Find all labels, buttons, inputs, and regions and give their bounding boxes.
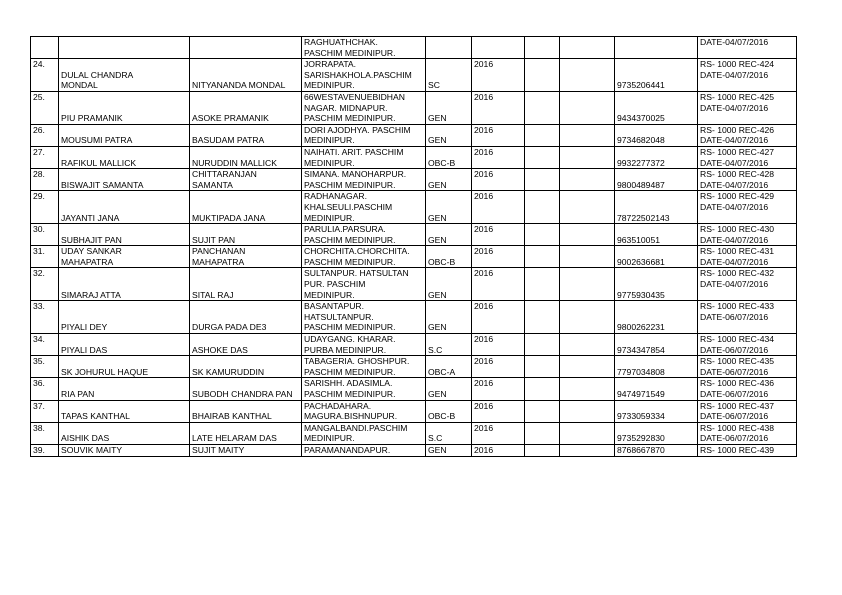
blank-cell	[560, 422, 615, 444]
table-row	[31, 124, 797, 146]
blank-cell	[525, 91, 560, 124]
serial-number-cell: 28.	[31, 169, 59, 191]
phone-number-cell: 9734347854	[615, 334, 698, 356]
year-cell: 2016	[472, 91, 525, 124]
year-cell: 2016	[472, 224, 525, 246]
guardian-name-cell: CHITTARANJAN SAMANTA	[190, 169, 302, 191]
phone-number-cell: 9733059334	[615, 400, 698, 422]
blank-cell	[525, 400, 560, 422]
receipt-cell: RS- 1000 REC-431 DATE-04/07/2016	[698, 246, 797, 268]
serial-number-cell: 26.	[31, 124, 59, 146]
guardian-name-cell: NURUDDIN MALLICK	[190, 146, 302, 168]
phone-number-cell: 9434370025	[615, 91, 698, 124]
records-table-body	[31, 37, 797, 457]
year-cell: 2016	[472, 356, 525, 378]
table-row	[31, 400, 797, 422]
table-row	[31, 37, 797, 59]
guardian-name-cell: SUBODH CHANDRA PAN	[190, 378, 302, 400]
candidate-name-cell: SK JOHURUL HAQUE	[59, 356, 190, 378]
candidate-name-cell: MOUSUMI PATRA	[59, 124, 190, 146]
blank-cell	[525, 301, 560, 334]
serial-number-cell: 33.	[31, 301, 59, 334]
receipt-cell: RS- 1000 REC-432 DATE-04/07/2016	[698, 268, 797, 301]
address-cell: PARAMANANDAPUR.	[302, 444, 426, 456]
blank-cell	[525, 224, 560, 246]
guardian-name-cell: ASOKE PRAMANIK	[190, 91, 302, 124]
blank-cell	[525, 378, 560, 400]
table-row	[31, 444, 797, 456]
blank-cell	[525, 268, 560, 301]
candidate-name-cell: SIMARAJ ATTA	[59, 268, 190, 301]
table-row	[31, 224, 797, 246]
address-cell: SARISHH. ADASIMLA. PASCHIM MEDINIPUR.	[302, 378, 426, 400]
address-cell: PACHADAHARA. MAGURA.BISHNUPUR.	[302, 400, 426, 422]
guardian-name-cell: SUJIT PAN	[190, 224, 302, 246]
category-cell: OBC-A	[426, 356, 472, 378]
serial-number-cell	[31, 37, 59, 59]
serial-number-cell: 24.	[31, 59, 59, 92]
serial-number-cell: 25.	[31, 91, 59, 124]
phone-number-cell: 9775930435	[615, 268, 698, 301]
candidate-name-cell: JAYANTI JANA	[59, 191, 190, 224]
category-cell: S.C	[426, 334, 472, 356]
serial-number-cell: 34.	[31, 334, 59, 356]
blank-cell	[560, 59, 615, 92]
year-cell: 2016	[472, 169, 525, 191]
category-cell: GEN	[426, 301, 472, 334]
blank-cell	[560, 246, 615, 268]
receipt-cell: RS- 1000 REC-428 DATE-04/07/2016	[698, 169, 797, 191]
phone-number-cell: 78722502143	[615, 191, 698, 224]
address-cell: RAGHUATHCHAK. PASCHIM MEDINIPUR.	[302, 37, 426, 59]
category-cell: GEN	[426, 91, 472, 124]
category-cell: GEN	[426, 191, 472, 224]
address-cell: PARULIA.PARSURA. PASCHIM MEDINIPUR.	[302, 224, 426, 246]
candidate-name-cell: PIU PRAMANIK	[59, 91, 190, 124]
category-cell: GEN	[426, 169, 472, 191]
phone-number-cell: 963510051	[615, 224, 698, 246]
blank-cell	[560, 146, 615, 168]
year-cell: 2016	[472, 146, 525, 168]
table-row	[31, 422, 797, 444]
blank-cell	[525, 191, 560, 224]
guardian-name-cell: BASUDAM PATRA	[190, 124, 302, 146]
year-cell: 2016	[472, 268, 525, 301]
blank-cell	[525, 246, 560, 268]
category-cell: GEN	[426, 444, 472, 456]
serial-number-cell: 36.	[31, 378, 59, 400]
address-cell: CHORCHITA.CHORCHITA. PASCHIM MEDINIPUR.	[302, 246, 426, 268]
table-row	[31, 356, 797, 378]
candidate-name-cell	[59, 37, 190, 59]
receipt-cell: RS- 1000 REC-434 DATE-06/07/2016	[698, 334, 797, 356]
receipt-cell: RS- 1000 REC-436 DATE-06/07/2016	[698, 378, 797, 400]
category-cell: GEN	[426, 224, 472, 246]
serial-number-cell: 32.	[31, 268, 59, 301]
receipt-cell: RS- 1000 REC-424 DATE-04/07/2016	[698, 59, 797, 92]
blank-cell	[560, 224, 615, 246]
address-cell: BASANTAPUR. HATSULTANPUR. PASCHIM MEDINIPUR.	[302, 301, 426, 334]
address-cell: SIMANA. MANOHARPUR. PASCHIM MEDINIPUR.	[302, 169, 426, 191]
category-cell: GEN	[426, 124, 472, 146]
receipt-cell: RS- 1000 REC-425 DATE-04/07/2016	[698, 91, 797, 124]
blank-cell	[525, 422, 560, 444]
candidate-name-cell: SOUVIK MAITY	[59, 444, 190, 456]
year-cell: 2016	[472, 400, 525, 422]
address-cell: DORI AJODHYA. PASCHIM MEDINIPUR.	[302, 124, 426, 146]
category-cell	[426, 37, 472, 59]
blank-cell	[525, 37, 560, 59]
candidate-name-cell: RAFIKUL MALLICK	[59, 146, 190, 168]
guardian-name-cell: SK KAMURUDDIN	[190, 356, 302, 378]
receipt-cell: RS- 1000 REC-427 DATE-04/07/2016	[698, 146, 797, 168]
phone-number-cell: 9932277372	[615, 146, 698, 168]
candidate-name-cell: TAPAS KANTHAL	[59, 400, 190, 422]
serial-number-cell: 38.	[31, 422, 59, 444]
address-cell: SULTANPUR. HATSULTAN PUR. PASCHIM MEDINIPUR.	[302, 268, 426, 301]
guardian-name-cell: MUKTIPADA JANA	[190, 191, 302, 224]
records-table	[30, 36, 797, 457]
year-cell	[472, 37, 525, 59]
guardian-name-cell: PANCHANAN MAHAPATRA	[190, 246, 302, 268]
candidate-name-cell: DULAL CHANDRA MONDAL	[59, 59, 190, 92]
candidate-name-cell: AISHIK DAS	[59, 422, 190, 444]
receipt-cell: RS- 1000 REC-430 DATE-04/07/2016	[698, 224, 797, 246]
guardian-name-cell: LATE HELARAM DAS	[190, 422, 302, 444]
year-cell: 2016	[472, 444, 525, 456]
table-row	[31, 59, 797, 92]
year-cell: 2016	[472, 422, 525, 444]
address-cell: TABAGERIA. GHOSHPUR. PASCHIM MEDINIPUR.	[302, 356, 426, 378]
guardian-name-cell: DURGA PADA DE3	[190, 301, 302, 334]
category-cell: OBC-B	[426, 146, 472, 168]
blank-cell	[560, 400, 615, 422]
category-cell: OBC-B	[426, 400, 472, 422]
blank-cell	[525, 124, 560, 146]
candidate-name-cell: BISWAJIT SAMANTA	[59, 169, 190, 191]
phone-number-cell: 9735292830	[615, 422, 698, 444]
serial-number-cell: 39.	[31, 444, 59, 456]
blank-cell	[560, 268, 615, 301]
phone-number-cell: 9800489487	[615, 169, 698, 191]
table-row	[31, 146, 797, 168]
candidate-name-cell: RIA PAN	[59, 378, 190, 400]
serial-number-cell: 29.	[31, 191, 59, 224]
blank-cell	[560, 378, 615, 400]
phone-number-cell: 9735206441	[615, 59, 698, 92]
phone-number-cell: 9734682048	[615, 124, 698, 146]
year-cell: 2016	[472, 334, 525, 356]
receipt-cell: RS- 1000 REC-439	[698, 444, 797, 456]
blank-cell	[525, 59, 560, 92]
phone-number-cell: 9002636681	[615, 246, 698, 268]
year-cell: 2016	[472, 124, 525, 146]
receipt-cell: RS- 1000 REC-437 DATE-06/07/2016	[698, 400, 797, 422]
category-cell: S.C	[426, 422, 472, 444]
guardian-name-cell: SITAL RAJ	[190, 268, 302, 301]
table-row	[31, 246, 797, 268]
serial-number-cell: 27.	[31, 146, 59, 168]
address-cell: 66WESTAVENUEBIDHAN NAGAR. MIDNAPUR. PASCHIM MEDINIPUR.	[302, 91, 426, 124]
receipt-cell: RS- 1000 REC-438 DATE-06/07/2016	[698, 422, 797, 444]
blank-cell	[560, 191, 615, 224]
blank-cell	[525, 146, 560, 168]
address-cell: JORRAPATA. SARISHAKHOLA.PASCHIM MEDINIPUR.	[302, 59, 426, 92]
blank-cell	[560, 356, 615, 378]
receipt-cell: RS- 1000 REC-433 DATE-06/07/2016	[698, 301, 797, 334]
year-cell: 2016	[472, 191, 525, 224]
blank-cell	[525, 169, 560, 191]
category-cell: GEN	[426, 268, 472, 301]
guardian-name-cell: ASHOKE DAS	[190, 334, 302, 356]
blank-cell	[560, 37, 615, 59]
blank-cell	[560, 301, 615, 334]
blank-cell	[560, 444, 615, 456]
category-cell: SC	[426, 59, 472, 92]
category-cell: OBC-B	[426, 246, 472, 268]
year-cell: 2016	[472, 378, 525, 400]
address-cell: UDAYGANG. KHARAR. PURBA MEDINIPUR.	[302, 334, 426, 356]
blank-cell	[525, 356, 560, 378]
table-row	[31, 91, 797, 124]
blank-cell	[560, 334, 615, 356]
candidate-name-cell: PIYALI DAS	[59, 334, 190, 356]
phone-number-cell	[615, 37, 698, 59]
guardian-name-cell: SUJIT MAITY	[190, 444, 302, 456]
serial-number-cell: 31.	[31, 246, 59, 268]
serial-number-cell: 37.	[31, 400, 59, 422]
table-row	[31, 169, 797, 191]
table-row	[31, 301, 797, 334]
blank-cell	[560, 124, 615, 146]
blank-cell	[560, 169, 615, 191]
phone-number-cell: 9474971549	[615, 378, 698, 400]
receipt-cell: RS- 1000 REC-426 DATE-04/07/2016	[698, 124, 797, 146]
blank-cell	[560, 91, 615, 124]
phone-number-cell: 9800262231	[615, 301, 698, 334]
category-cell: GEN	[426, 378, 472, 400]
table-row	[31, 191, 797, 224]
table-row	[31, 334, 797, 356]
guardian-name-cell: NITYANANDA MONDAL	[190, 59, 302, 92]
guardian-name-cell	[190, 37, 302, 59]
year-cell: 2016	[472, 301, 525, 334]
blank-cell	[525, 334, 560, 356]
candidate-name-cell: SUBHAJIT PAN	[59, 224, 190, 246]
year-cell: 2016	[472, 59, 525, 92]
guardian-name-cell: BHAIRAB KANTHAL	[190, 400, 302, 422]
table-row	[31, 378, 797, 400]
receipt-cell: DATE-04/07/2016	[698, 37, 797, 59]
address-cell: MANGALBANDI.PASCHIM MEDINIPUR.	[302, 422, 426, 444]
serial-number-cell: 35.	[31, 356, 59, 378]
phone-number-cell: 7797034808	[615, 356, 698, 378]
candidate-name-cell: PIYALI DEY	[59, 301, 190, 334]
address-cell: NAIHATI. ARIT. PASCHIM MEDINIPUR.	[302, 146, 426, 168]
table-row	[31, 268, 797, 301]
address-cell: RADHANAGAR. KHALSEULI.PASCHIM MEDINIPUR.	[302, 191, 426, 224]
serial-number-cell: 30.	[31, 224, 59, 246]
candidate-name-cell: UDAY SANKAR MAHAPATRA	[59, 246, 190, 268]
receipt-cell: RS- 1000 REC-429 DATE-04/07/2016	[698, 191, 797, 224]
blank-cell	[525, 444, 560, 456]
year-cell: 2016	[472, 246, 525, 268]
receipt-cell: RS- 1000 REC-435 DATE-06/07/2016	[698, 356, 797, 378]
phone-number-cell: 8768667870	[615, 444, 698, 456]
